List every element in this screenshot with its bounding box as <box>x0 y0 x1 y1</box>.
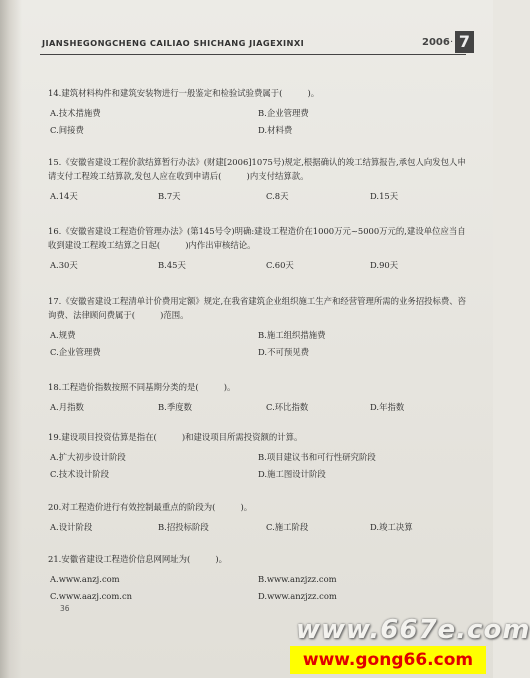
question-stem: 21.安徽省建设工程造价信息网网址为( )。 <box>48 554 227 564</box>
binding-shadow <box>0 0 22 678</box>
page-number: 36 <box>60 604 70 613</box>
question-15 <box>48 155 468 203</box>
option-c: C.间接费 <box>50 125 84 135</box>
question-17 <box>48 294 468 359</box>
option-c: C.8天 <box>266 191 289 201</box>
question-20 <box>48 500 468 534</box>
question-18 <box>48 380 468 414</box>
option-b: B.企业管理费 <box>258 108 309 118</box>
question-stem: 16.《安徽省建设工程造价管理办法》(第145号令)明确:建设工程造价在1000万元~5000万元的,建设单位应当自收到建设工程竣工结算之日起( )内作出审核结论。 <box>48 226 466 250</box>
site-watermark-667e: www.667e.com <box>296 615 530 645</box>
journal-title: JIANSHEGONGCHENG CAILIAO SHICHANG JIAGEXINXI <box>42 38 305 48</box>
option-d: D.90天 <box>370 260 399 270</box>
option-a: A.月指数 <box>50 402 84 412</box>
question-stem: 17.《安徽省建设工程清单计价费用定额》规定,在我省建筑企业组织施工生产和经营管理所需的业务招投标费、咨询费、法律顾问费属于( )范围。 <box>48 296 466 320</box>
options-row <box>48 345 468 359</box>
option-c: C.技术设计阶段 <box>50 469 110 479</box>
option-c: C.企业管理费 <box>50 347 101 357</box>
option-a: A.设计阶段 <box>50 522 93 532</box>
question-19 <box>48 430 468 481</box>
question-stem: 19.建设项目投资估算是指在( )和建设项目所需投资额的计算。 <box>48 432 303 442</box>
options-row <box>48 189 468 203</box>
running-header <box>40 32 471 55</box>
options-row <box>48 258 468 272</box>
options-row <box>48 520 468 534</box>
options-row <box>48 400 468 414</box>
option-d: D.竣工决算 <box>370 522 413 532</box>
option-a: A.30天 <box>50 260 78 270</box>
header-year: 2006 <box>422 37 450 48</box>
header-separator: · <box>450 37 454 48</box>
option-d: D.施工图设计阶段 <box>258 469 326 479</box>
options-row <box>48 467 468 481</box>
option-c: C.环比指数 <box>266 402 309 412</box>
question-16 <box>48 224 468 272</box>
option-c: C.施工阶段 <box>266 522 309 532</box>
option-c: C.60天 <box>266 260 294 270</box>
question-stem: 20.对工程造价进行有效控制最重点的阶段为( )。 <box>48 502 253 512</box>
option-a: A.14天 <box>50 191 78 201</box>
option-b: B.www.anzjzz.com <box>258 574 337 584</box>
option-d: D.15天 <box>370 191 399 201</box>
option-b: B.施工组织措施费 <box>258 330 326 340</box>
question-21 <box>48 552 468 603</box>
question-14 <box>48 86 468 137</box>
option-a: A.规费 <box>50 330 76 340</box>
option-c: C.www.aazj.com.cn <box>50 591 133 601</box>
options-row <box>48 123 468 137</box>
options-row <box>48 106 468 120</box>
option-b: B.45天 <box>158 260 186 270</box>
option-b: B.招投标阶段 <box>158 522 209 532</box>
option-a: A.www.anzj.com <box>50 574 120 584</box>
option-d: D.年指数 <box>370 402 405 412</box>
option-a: A.技术措施费 <box>50 108 101 118</box>
option-d: D.www.anzjzz.com <box>258 591 337 601</box>
option-b: B.项目建议书和可行性研究阶段 <box>258 452 376 462</box>
options-row <box>48 572 468 586</box>
options-row <box>48 328 468 342</box>
option-b: B.季度数 <box>158 402 192 412</box>
question-stem: 18.工程造价指数按照不同基期分类的是( )。 <box>48 382 236 392</box>
issue-number-badge: 7 <box>455 31 474 53</box>
option-d: D.材料费 <box>258 125 293 135</box>
option-d: D.不可预见费 <box>258 347 309 357</box>
option-a: A.扩大初步设计阶段 <box>50 452 126 462</box>
option-b: B.7天 <box>158 191 181 201</box>
site-watermark-gong66: www.gong66.com <box>290 646 486 674</box>
question-stem: 15.《安徽省建设工程价款结算暂行办法》(财建[2006]1075号)规定,根据确认的竣工结算报告,承包人向发包人申请支付工程竣工结算款,发包人应在收到申请后( )内支付结算款。 <box>48 157 466 181</box>
question-stem: 14.建筑材料构件和建筑安装物进行一般鉴定和检验试验费属于( )。 <box>48 88 320 98</box>
options-row <box>48 450 468 464</box>
options-row <box>48 589 468 603</box>
